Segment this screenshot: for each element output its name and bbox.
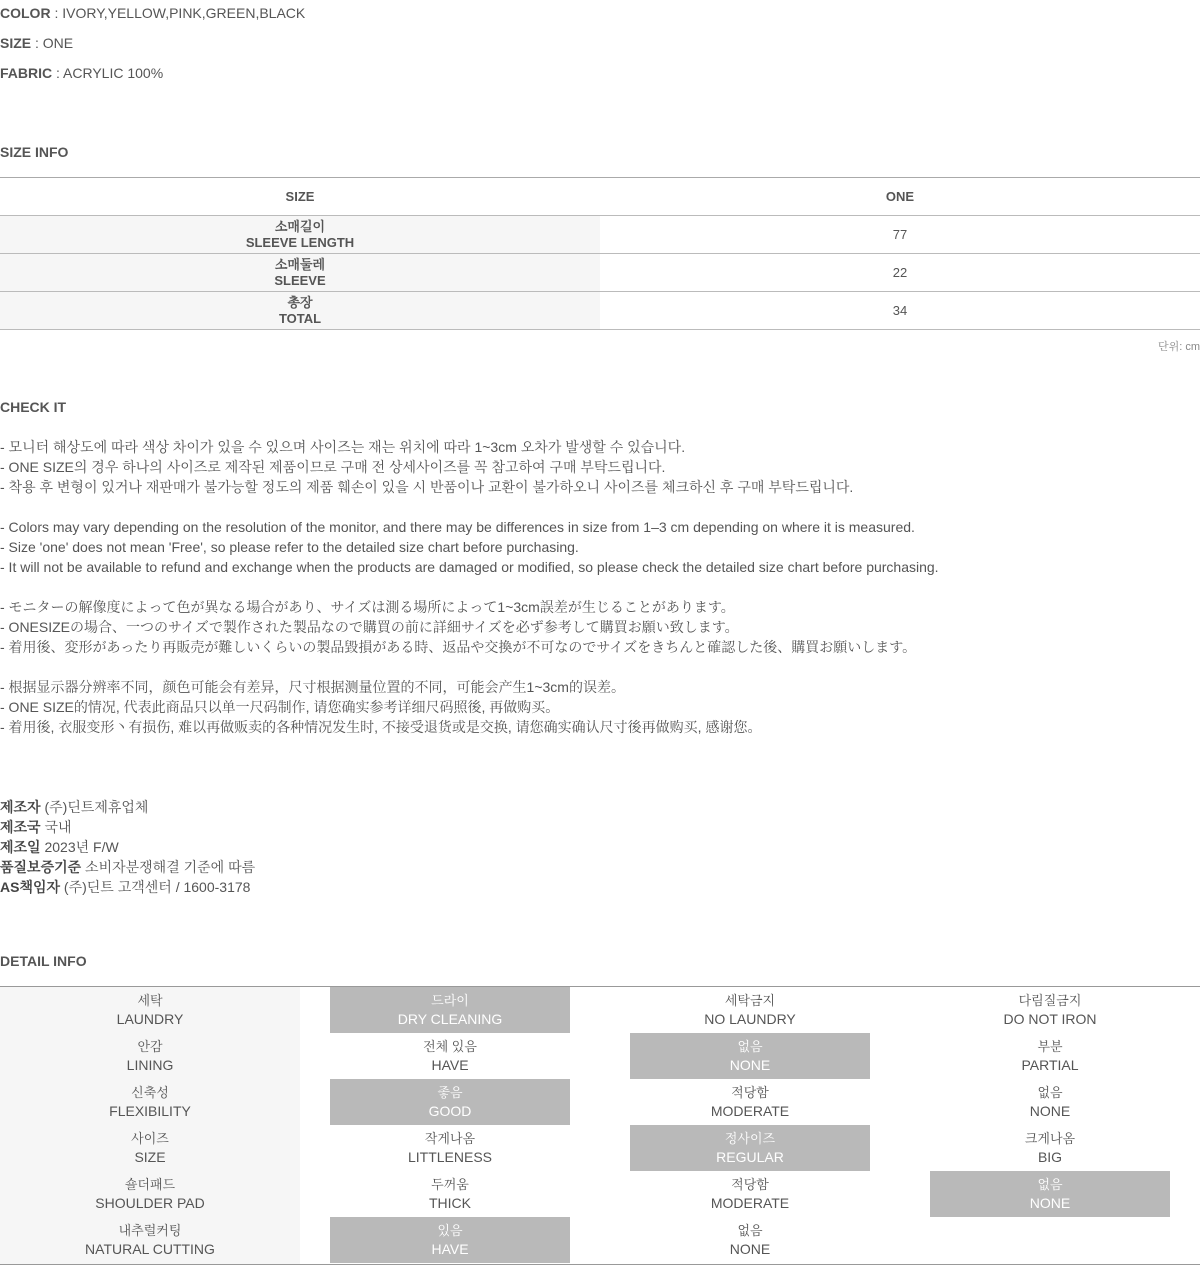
spec-value: : ONE xyxy=(31,35,74,51)
detail-label-en: DO NOT IRON xyxy=(1003,1011,1097,1027)
maker-value: (주)딘트제휴업체 xyxy=(40,799,149,815)
detail-label-en: FLEXIBILITY xyxy=(109,1103,191,1119)
maker-value: (주)딘트 고객센터 / 1600-3178 xyxy=(60,879,251,895)
detail-option-selected xyxy=(930,1171,1170,1217)
check-it-list xyxy=(0,437,939,737)
detail-label-ko: 드라이 xyxy=(431,993,469,1008)
detail-category xyxy=(30,1217,270,1263)
maker-key: 제조자 xyxy=(0,799,41,815)
detail-label-ko: 사이즈 xyxy=(131,1131,169,1146)
size-label-ko: 소매둘레 xyxy=(274,256,326,272)
detail-label-ko: 없음 xyxy=(1037,1085,1063,1100)
size-row-sleeve-length xyxy=(0,216,1200,254)
detail-option xyxy=(930,1125,1170,1171)
detail-label-en: NONE xyxy=(729,1241,771,1257)
size-label-ko: 총장 xyxy=(287,294,313,310)
maker-key: 제조일 xyxy=(0,839,41,855)
detail-label-ko: 없음 xyxy=(737,1223,763,1238)
detail-label-ko: 세탁 xyxy=(137,993,163,1008)
detail-label-ko: 크게나옴 xyxy=(1024,1131,1076,1146)
detail-option-selected xyxy=(630,1033,870,1079)
detail-label-ko: 적당함 xyxy=(731,1085,769,1100)
maker-key: 제조국 xyxy=(0,819,41,835)
spec-value: : ACRYLIC 100% xyxy=(52,65,164,81)
check-line: - モニターの解像度によって色が異なる場合があり、サイズは測る場所によって1~3cm誤差が生じることがあります。 xyxy=(0,599,735,615)
detail-label-ko: 정사이즈 xyxy=(724,1131,776,1146)
size-row-label xyxy=(0,254,600,291)
check-line: - 착용 후 변형이 있거나 재판매가 불가능할 정도의 제품 훼손이 있을 시 반품이나 교환이 불가하오니 사이즈를 체크하신 후 구매 부탁드립니다. xyxy=(0,479,854,495)
detail-label-en: NONE xyxy=(1029,1103,1071,1119)
check-line: - 着用後、変形があったり再販売が難しいくらいの製品毀損がある時、返品や交換が不可なのでサイズをきちんと確認した後、購買お願いします。 xyxy=(0,639,917,655)
check-line: - 着用後, 衣服变形丶有损伤, 难以再做贩卖的各种情况发生时, 不接受退货或是交换, 请您确实确认尺寸後再做购买, 感谢您。 xyxy=(0,719,762,735)
detail-label-ko: 신축성 xyxy=(131,1085,169,1100)
maker-row xyxy=(0,797,255,817)
detail-label-ko: 없음 xyxy=(737,1039,763,1054)
size-label-en: TOTAL xyxy=(278,310,322,326)
maker-row xyxy=(0,877,255,897)
size-row-sleeve xyxy=(0,254,1200,292)
detail-label-en: REGULAR xyxy=(716,1149,784,1165)
spec-value: : IVORY,YELLOW,PINK,GREEN,BLACK xyxy=(50,5,306,21)
detail-option xyxy=(930,987,1170,1033)
detail-label-ko: 작게나옴 xyxy=(424,1131,476,1146)
check-line: - ONESIZEの場合、一つのサイズで製作された製品なので購買の前に詳細サイズを必ず参考して購買お願い致します。 xyxy=(0,619,739,635)
spec-fabric xyxy=(0,65,163,81)
detail-option xyxy=(330,1033,570,1079)
spec-size xyxy=(0,35,73,51)
detail-option-selected xyxy=(330,1079,570,1125)
detail-option-selected xyxy=(330,1217,570,1263)
check-line: - Size 'one' does not mean 'Free', so please refer to the detailed size chart before purchasing. xyxy=(0,539,579,555)
detail-info-title: DETAIL INFO xyxy=(0,953,87,969)
detail-label-ko: 전체 있음 xyxy=(423,1039,477,1054)
check-it-title: CHECK IT xyxy=(0,399,67,415)
check-line: - 모니터 해상도에 따라 색상 차이가 있을 수 있으며 사이즈는 재는 위치에 따라 1~3cm 오차가 발생할 수 있습니다. xyxy=(0,439,686,455)
detail-option-selected xyxy=(330,987,570,1033)
maker-row xyxy=(0,837,255,857)
detail-label-en: NONE xyxy=(729,1057,771,1073)
size-table-header xyxy=(0,178,1200,216)
detail-label-en: GOOD xyxy=(428,1103,472,1119)
detail-label-ko: 두꺼움 xyxy=(431,1177,469,1192)
size-row-label xyxy=(0,216,600,253)
spec-color xyxy=(0,5,305,21)
detail-label-ko: 안감 xyxy=(137,1039,163,1054)
detail-label-en: LINING xyxy=(126,1057,174,1073)
maker-row xyxy=(0,817,255,837)
detail-option xyxy=(930,1033,1170,1079)
detail-label-en: BIG xyxy=(1037,1149,1063,1165)
detail-label-en: NONE xyxy=(1029,1195,1071,1211)
size-info-title: SIZE INFO xyxy=(0,144,69,160)
maker-value: 2023년 F/W xyxy=(40,839,119,855)
detail-option xyxy=(330,1171,570,1217)
detail-option xyxy=(630,1079,870,1125)
maker-value: 국내 xyxy=(40,819,72,835)
detail-option-selected xyxy=(630,1125,870,1171)
detail-label-ko: 세탁금지 xyxy=(724,993,776,1008)
detail-label-en: MODERATE xyxy=(710,1103,790,1119)
check-line: - ONE SIZE的情况, 代表此商品只以单一尺码制作, 请您确实参考详细尺码照後, 再做购买。 xyxy=(0,699,560,715)
size-row-total xyxy=(0,292,1200,330)
detail-label-en: SIZE xyxy=(134,1149,166,1165)
detail-label-ko: 숄더패드 xyxy=(124,1177,176,1192)
detail-option xyxy=(630,1217,870,1263)
detail-label-en: DRY CLEANING xyxy=(397,1011,503,1027)
check-line: - Colors may vary depending on the resolution of the monitor, and there may be differences in size from 1–3 cm depending on where it is measured. xyxy=(0,519,915,535)
maker-info xyxy=(0,797,255,897)
detail-label-ko: 없음 xyxy=(1037,1177,1063,1192)
detail-label-ko: 내추럴커팅 xyxy=(118,1223,182,1238)
maker-key: AS책임자 xyxy=(0,879,61,895)
check-line: - ONE SIZE의 경우 하나의 사이즈로 제작된 제품이므로 구매 전 상세사이즈를 꼭 참고하여 구매 부탁드립니다. xyxy=(0,459,666,475)
detail-label-en: HAVE xyxy=(431,1057,469,1073)
detail-label-ko: 좋음 xyxy=(437,1085,463,1100)
detail-table xyxy=(0,986,1200,1265)
size-label-ko: 소매길이 xyxy=(274,218,326,234)
detail-label-en: NATURAL CUTTING xyxy=(85,1241,215,1257)
size-row-label xyxy=(0,292,600,329)
check-line: - 根据显示器分辨率不同，颜色可能会有差异，尺寸根据测量位置的不同，可能会产生1~3cm的误差。 xyxy=(0,679,625,695)
spec-label: FABRIC xyxy=(0,65,53,81)
spec-label: SIZE xyxy=(0,35,32,51)
detail-category xyxy=(30,1125,270,1171)
check-line: - It will not be available to refund and exchange when the products are damaged or modified, so please check the detailed size chart before purchasing. xyxy=(0,559,939,575)
detail-label-en: LAUNDRY xyxy=(116,1011,184,1027)
size-label-en: SLEEVE xyxy=(274,272,326,288)
detail-label-en: HAVE xyxy=(431,1241,469,1257)
detail-category xyxy=(30,987,270,1033)
detail-label-ko: 다림질금지 xyxy=(1018,993,1082,1008)
detail-category xyxy=(30,1079,270,1125)
size-label-en: SLEEVE LENGTH xyxy=(245,234,355,250)
size-table xyxy=(0,177,1200,330)
maker-row xyxy=(0,857,255,877)
size-header-label: SIZE xyxy=(0,178,600,215)
size-row-value: 77 xyxy=(892,227,908,242)
detail-label-en: MODERATE xyxy=(710,1195,790,1211)
size-unit: 단위: cm xyxy=(1157,341,1200,353)
detail-option xyxy=(630,987,870,1033)
detail-label-en: THICK xyxy=(429,1195,471,1211)
detail-label-ko: 있음 xyxy=(437,1223,463,1238)
size-row-value: 22 xyxy=(892,265,908,280)
size-row-value: 34 xyxy=(892,303,908,318)
detail-label-ko: 부분 xyxy=(1037,1039,1063,1054)
detail-option xyxy=(930,1079,1170,1125)
detail-label-en: NO LAUNDRY xyxy=(704,1011,796,1027)
size-header-value: ONE xyxy=(885,189,915,204)
maker-value: 소비자분쟁해결 기준에 따름 xyxy=(81,859,256,875)
detail-label-en: PARTIAL xyxy=(1021,1057,1079,1073)
detail-label-en: LITTLENESS xyxy=(407,1149,493,1165)
detail-category xyxy=(30,1171,270,1217)
detail-label-ko: 적당함 xyxy=(731,1177,769,1192)
spec-label: COLOR xyxy=(0,5,51,21)
detail-option xyxy=(630,1171,870,1217)
detail-label-en: SHOULDER PAD xyxy=(95,1195,205,1211)
detail-option xyxy=(330,1125,570,1171)
detail-category xyxy=(30,1033,270,1079)
maker-key: 품질보증기준 xyxy=(0,859,82,875)
